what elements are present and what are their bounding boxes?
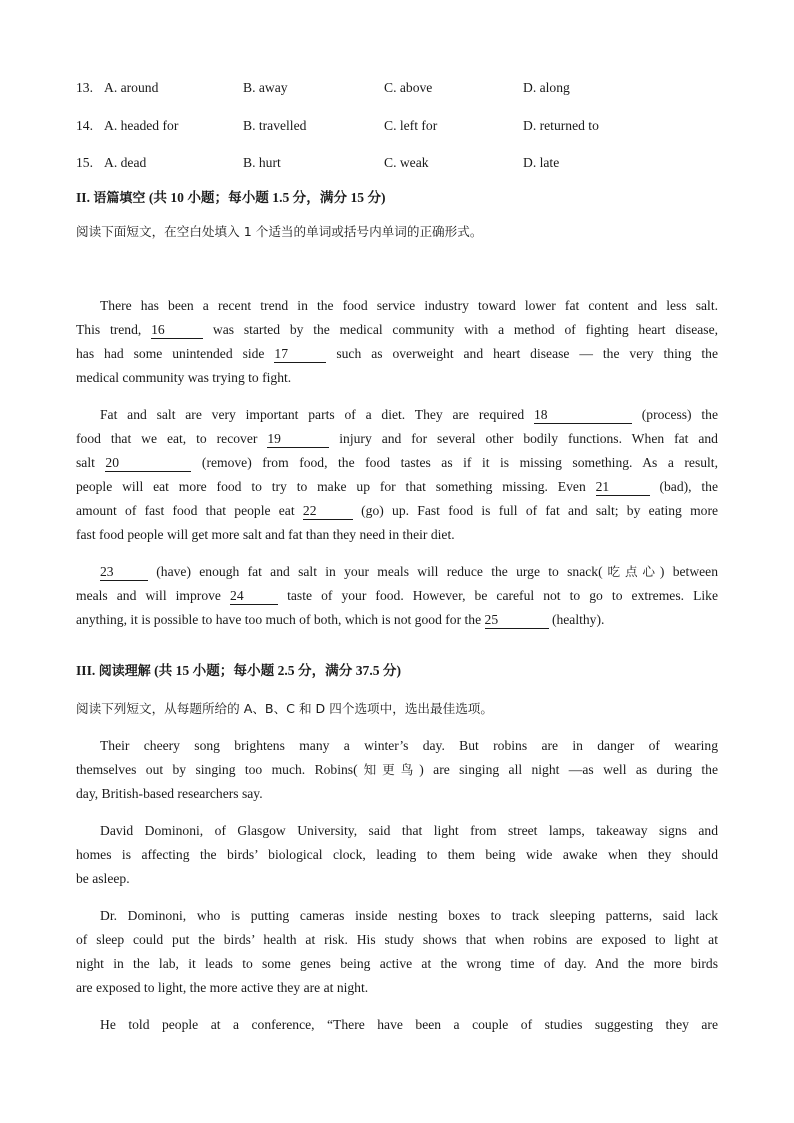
text-line: meals and will improve 24 taste of your food. However, be careful not to go to extremes. Like xyxy=(76,588,718,603)
option-a: A. around xyxy=(104,80,159,95)
reading-paragraph-3 xyxy=(76,904,718,1000)
option-c: C. weak xyxy=(384,155,429,170)
blank-18[interactable]: 18 xyxy=(534,407,632,424)
question-15-options xyxy=(76,153,718,173)
blank-25[interactable]: 25 xyxy=(485,612,549,629)
option-a: A. dead xyxy=(104,155,147,170)
section-title: 语篇填空 xyxy=(93,191,146,206)
option-d: D. late xyxy=(523,155,560,170)
option-d: D. returned to xyxy=(523,118,599,133)
option-c: C. left for xyxy=(384,118,438,133)
section-3-instruction: 阅读下列短文，从每题所给的 A、B、C 和 D 四个选项中，选出最佳选项。 xyxy=(76,701,493,716)
text-line: people will eat more food to try to make up for that something missing. Even 21 (bad), the xyxy=(76,479,719,494)
text-line: 23 (have) enough fat and salt in your meals will reduce the urge to snack(吃点心) between xyxy=(100,564,719,579)
section-detail: (共 10 小题；每小题 1.5 分，满分 15 分) xyxy=(148,190,386,205)
text-line: Dr. Dominoni, who is putting cameras inside nesting boxes to track sleeping patterns, said lack xyxy=(100,908,718,923)
text-line: David Dominoni, of Glasgow University, said that light from street lamps, takeaway signs and xyxy=(100,823,718,838)
option-b: B. travelled xyxy=(243,118,307,133)
question-number: 14. xyxy=(76,118,93,133)
cloze-paragraph-2 xyxy=(76,403,718,547)
question-14-options xyxy=(76,116,718,136)
reading-paragraph-2 xyxy=(76,819,718,891)
text-line: be asleep. xyxy=(76,871,130,886)
option-b: B. hurt xyxy=(243,155,281,170)
blank-23[interactable]: 23 xyxy=(100,564,148,581)
text-line: anything, it is possible to have too much of both, which is not good for the 25 (healthy). xyxy=(76,612,605,627)
cloze-paragraph-3 xyxy=(76,560,718,632)
blank-16[interactable]: 16 xyxy=(151,322,203,339)
text-line: themselves out by singing too much. Robins(知更鸟) are singing all night —as well as during the xyxy=(76,762,719,777)
text-line: medical community was trying to fight. xyxy=(76,370,292,385)
option-a: A. headed for xyxy=(104,118,179,133)
section-detail: (共 15 小题；每小题 2.5 分，满分 37.5 分) xyxy=(154,663,402,678)
text-line: of sleep could put the birds’ health at risk. His study shows that when robins are exposed to light at xyxy=(76,932,718,947)
text-line: homes is affecting the birds’ biological clock, leading to them being wide awake when they should xyxy=(76,847,718,862)
text-line: This trend, 16 was started by the medical community with a method of fighting heart disease, xyxy=(76,322,719,337)
blank-19[interactable]: 19 xyxy=(267,431,329,448)
section-title: 阅读理解 xyxy=(98,664,151,679)
section-roman: II. xyxy=(76,190,90,205)
text-line: fast food people will get more salt and fat than they need in their diet. xyxy=(76,527,455,542)
text-line: has had some unintended side 17 such as overweight and heart disease — the very thing the xyxy=(76,346,718,361)
reading-paragraph-1 xyxy=(76,734,718,806)
text-line: amount of fast food that people eat 22 (go) up. Fast food is full of fat and salt; by eating more xyxy=(76,503,719,518)
cloze-paragraph-1 xyxy=(76,294,718,390)
text-line: He told people at a conference, “There have been a couple of studies suggesting they are xyxy=(100,1017,718,1032)
text-line: salt 20 (remove) from food, the food tastes as if it is missing something. As a result, xyxy=(76,455,718,470)
option-c: C. above xyxy=(384,80,433,95)
question-number: 13. xyxy=(76,80,93,95)
reading-paragraph-4 xyxy=(76,1013,718,1037)
text-line: day, British-based researchers say. xyxy=(76,786,263,801)
text-line: There has been a recent trend in the food service industry toward lower fat content and less salt. xyxy=(100,298,718,313)
section-roman: III. xyxy=(76,663,96,678)
text-line: food that we eat, to recover 19 injury and for several other bodily functions. When fat and xyxy=(76,431,718,446)
blank-20[interactable]: 20 xyxy=(105,455,191,472)
text-line: are exposed to light, the more active they are at night. xyxy=(76,980,369,995)
blank-21[interactable]: 21 xyxy=(596,479,650,496)
section-2-instruction: 阅读下面短文，在空白处填入 1 个适当的单词或括号内单词的正确形式。 xyxy=(76,224,483,239)
option-d: D. along xyxy=(523,80,570,95)
section-3-heading xyxy=(76,661,401,681)
section-2-heading xyxy=(76,188,386,208)
question-13-options xyxy=(76,78,718,98)
option-b: B. away xyxy=(243,80,288,95)
blank-24[interactable]: 24 xyxy=(230,588,278,605)
text-line: Their cheery song brightens many a winter’s day. But robins are in danger of wearing xyxy=(100,738,718,753)
text-line: night in the lab, it leads to some genes being active at the wrong time of day. And the more birds xyxy=(76,956,718,971)
blank-22[interactable]: 22 xyxy=(303,503,353,520)
text-line: Fat and salt are very important parts of a diet. They are required 18 (process) the xyxy=(100,407,718,422)
question-number: 15. xyxy=(76,155,93,170)
blank-17[interactable]: 17 xyxy=(274,346,326,363)
